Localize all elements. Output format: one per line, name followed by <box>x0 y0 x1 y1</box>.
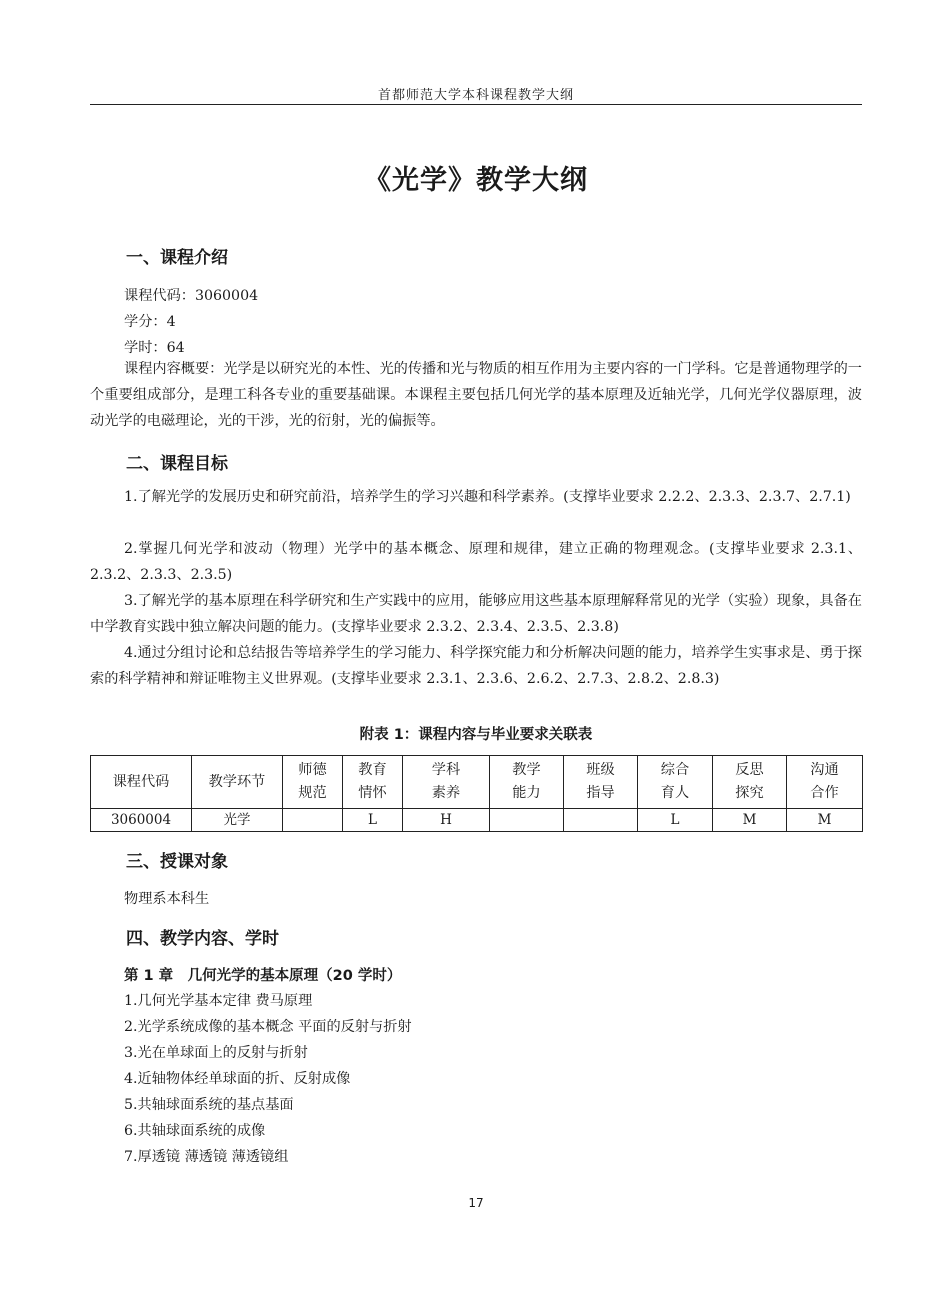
goal-item: 1.了解光学的发展历史和研究前沿，培养学生的学习兴趣和科学素养。(支撑毕业要求 2.2.2、2.3.3、2.3.7、2.7.1) <box>124 489 851 505</box>
table-cell: L <box>638 809 713 832</box>
goal-item: 4.通过分组讨论和总结报告等培养学生的学习能力、科学探究能力和分析解决问题的能力，培养学生实事求是、勇于探索的科学精神和辩证唯物主义世界观。(支撑毕业要求 2.3.1、2.3.6、2.6.2、2.7.3、2.8.2、2.8.3) <box>90 645 862 687</box>
hours-line: 学时：64 <box>124 340 185 356</box>
table-header-cell: 沟通 合作 <box>787 756 863 809</box>
page-number: 17 <box>468 1196 484 1210</box>
list-item: 1.几何光学基本定律 费马原理 <box>124 993 313 1009</box>
table-cell: L <box>343 809 403 832</box>
section-heading-audience: 三、授课对象 <box>126 852 228 872</box>
list-item: 5.共轴球面系统的基点基面 <box>124 1097 294 1113</box>
table-caption: 附表 1：课程内容与毕业要求关联表 <box>359 727 593 743</box>
credits-line: 学分：4 <box>124 314 176 330</box>
table-cell: M <box>713 809 787 832</box>
table-cell: H <box>403 809 490 832</box>
table-row <box>91 809 863 832</box>
header-rule <box>90 104 862 105</box>
table-cell: 3060004 <box>91 809 192 832</box>
table-header-cell: 课程代码 <box>91 756 192 809</box>
list-item: 3.光在单球面上的反射与折射 <box>124 1045 308 1061</box>
audience-text: 物理系本科生 <box>124 891 210 907</box>
section-heading-goals: 二、课程目标 <box>126 454 228 474</box>
table-cell <box>490 809 564 832</box>
table-header-row <box>91 756 863 809</box>
list-item: 2.光学系统成像的基本概念 平面的反射与折射 <box>124 1019 412 1035</box>
table-header-cell: 教学 能力 <box>490 756 564 809</box>
course-overview: 课程内容概要：光学是以研究光的本性、光的传播和光与物质的相互作用为主要内容的一门学科。它是普通物理学的一个重要组成部分，是理工科各专业的重要基础课。本课程主要包括几何光学的基本原理及近轴光学，几何光学仪器原理，波动光学的电磁理论，光的干涉，光的衍射，光的偏振等。 <box>90 361 862 429</box>
document-title: 《光学》教学大纲 <box>364 165 588 196</box>
course-code-line: 课程代码：3060004 <box>124 288 259 304</box>
list-item: 4.近轴物体经单球面的折、反射成像 <box>124 1071 351 1087</box>
table-cell: 光学 <box>192 809 283 832</box>
running-header: 首都师范大学本科课程教学大纲 <box>377 88 574 103</box>
table-header-cell: 学科 素养 <box>403 756 490 809</box>
goal-item: 3.了解光学的基本原理在科学研究和生产实践中的应用，能够应用这些基本原理解释常见的光学（实验）现象，具备在中学教育实践中独立解决问题的能力。(支撑毕业要求 2.3.2、2.3.4、2.3.5、2.3.8) <box>90 593 862 635</box>
section-heading-intro: 一、课程介绍 <box>126 248 228 268</box>
table-header-cell: 教育 情怀 <box>343 756 403 809</box>
table-header-cell: 反思 探究 <box>713 756 787 809</box>
table-header-cell: 班级 指导 <box>564 756 638 809</box>
requirements-table <box>90 755 863 832</box>
list-item: 6.共轴球面系统的成像 <box>124 1123 266 1139</box>
table-header-cell: 教学环节 <box>192 756 283 809</box>
table-cell: M <box>787 809 863 832</box>
section-heading-content: 四、教学内容、学时 <box>126 929 279 949</box>
table-header-cell: 师德 规范 <box>283 756 343 809</box>
goal-item: 2.掌握几何光学和波动（物理）光学中的基本概念、原理和规律，建立正确的物理观念。(支撑毕业要求 2.3.1、2.3.2、2.3.3、2.3.5) <box>90 541 862 583</box>
list-item: 7.厚透镜 薄透镜 薄透镜组 <box>124 1149 289 1165</box>
table-cell <box>564 809 638 832</box>
table-cell <box>283 809 343 832</box>
table-header-cell: 综合 育人 <box>638 756 713 809</box>
chapter-heading: 第 1 章 几何光学的基本原理（20 学时） <box>124 968 402 984</box>
